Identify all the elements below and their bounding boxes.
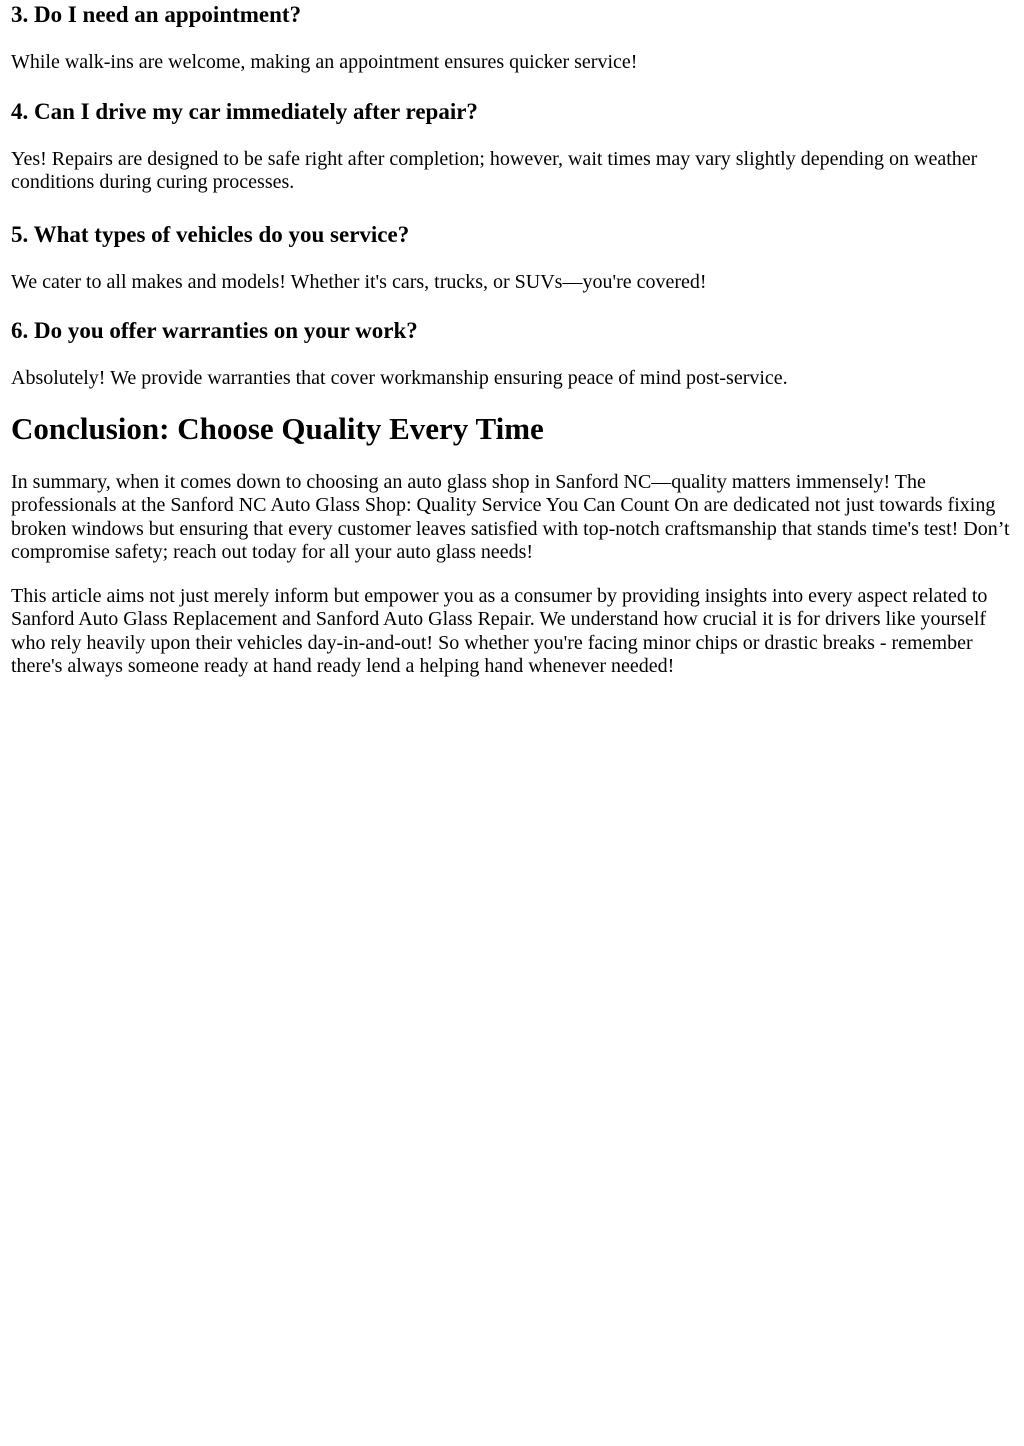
faq-question-4: 4. Can I drive my car immediately after repair? [11, 98, 478, 124]
conclusion-paragraph-article-aim: This article aims not just merely inform but empower you as a consumer by providing insights into every aspect related to Sanford Auto Glass Replacement and Sanford Auto Glass Repair. We understand how crucial it is for drivers like yourself who rely heavily upon their vehicles day-in-and-out! So whether you're facing minor chips or drastic breaks - remember there's always someone ready at hand ready lend a helping hand whenever needed! [11, 584, 988, 677]
faq-question-6: 6. Do you offer warranties on your work? [11, 318, 418, 343]
faq-answer-4: Yes! Repairs are designed to be safe right after completion; however, wait times may vary slightly depending on weather conditions during curing processes. [11, 147, 978, 193]
faq-answer-6: Absolutely! We provide warranties that cover workmanship ensuring peace of mind post-service. [11, 367, 788, 389]
article-page [0, 0, 1024, 679]
conclusion-section [11, 411, 1014, 679]
conclusion-heading: Conclusion: Choose Quality Every Time [11, 410, 544, 446]
faq-section [11, 0, 1014, 391]
faq-answer-3: While walk-ins are welcome, making an appointment ensures quicker service! [11, 51, 638, 73]
conclusion-paragraph-summary: In summary, when it comes down to choosing an auto glass shop in Sanford NC—quality matters immensely! The professionals at the Sanford NC Auto Glass Shop: Quality Service You Can Count On are dedicated not just towards fixing broken windows but ensuring that every customer leaves satisfied with top-notch craftsmanship that stands time's test! Don’t compromise safety; reach out today for all your auto glass needs! [11, 470, 1010, 563]
faq-answer-5: We cater to all makes and models! Whether it's cars, trucks, or SUVs—you're covered! [11, 270, 707, 293]
faq-question-5: 5. What types of vehicles do you service? [11, 221, 410, 247]
faq-question-3: 3. Do I need an appointment? [11, 2, 302, 27]
